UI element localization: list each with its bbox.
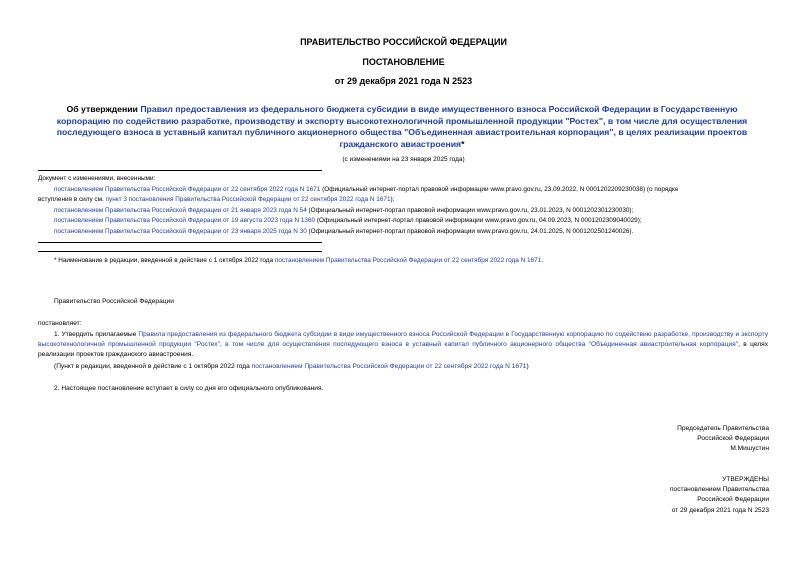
approved-heading: УТВЕРЖДЕНЫ <box>722 476 769 483</box>
paragraph-1-text: , в целях реализации проектов гражданского авиастроения. <box>38 341 768 358</box>
footnote-divider <box>38 251 322 252</box>
paragraph-1 <box>38 330 768 360</box>
paragraph-1-link[interactable]: Правила предоставления из федерального бюджета субсидии в виде имущественного взноса Российской Федерации в Государственную корпорацию по содействию разработке, производству и экспорту высокотехнологичной промышленной продукции "Ростех", в том числе для осуществления последующего взноса в уставный капитал публичного акционерного общества "Объединенная авиастроительная корпорация" <box>38 331 768 348</box>
change-link[interactable]: постановлением Правительства Российской Федерации от 23 января 2025 года N 30 <box>54 227 307 235</box>
change-item <box>38 206 778 217</box>
change-text: (Официальный интернет-портал правовой информации www.pravo.gov.ru, 24.01.2025, N 0001202501240026). <box>306 227 634 235</box>
approved-block <box>670 475 769 516</box>
changes-block <box>38 174 778 237</box>
paragraph-1-text: 1. Утвердить прилагаемые <box>54 331 139 338</box>
approved-date: от 29 декабря 2021 года N 2523 <box>671 506 769 514</box>
body-resolves: постановляет: <box>38 320 82 327</box>
document-date-number: от 29 декабря 2021 года N 2523 <box>334 76 473 86</box>
change-link[interactable]: постановлением Правительства Российской Федерации от 19 августа 2023 года N 1360 <box>54 217 316 224</box>
change-link[interactable]: постановлением Правительства Российской Федерации от 22 сентября 2022 года N 1671 <box>54 185 321 193</box>
change-text: вступления в силу см. <box>38 196 106 203</box>
title-footnote-mark: * <box>461 138 465 149</box>
body-government: Правительство Российской Федерации <box>54 298 174 305</box>
paragraph-1-note <box>54 362 529 372</box>
change-text: (Официальный интернет-портал правовой информации www.pravo.gov.ru, 23.09.2022, N 0001202209230038) (о порядке <box>320 185 679 193</box>
footnote-link[interactable]: постановлением Правительства Российской Федерации от 22 сентября 2022 года N 1671 <box>274 257 542 264</box>
title-link[interactable]: Правил предоставления из федерального бюджета субсидии в виде имущественного взноса Российской Федерации в Государственную корпорацию по содействию разработке, производству и экспорту высокотехнологичной промышленной продукции "Ростех", в том числе для осуществления последующего взноса в уставный капитал публичного акционерного общества "Объединенная авиастроительная корпорация", в целях реализации проектов гражданского авиастроения <box>56 104 748 149</box>
divider-top <box>38 170 322 171</box>
change-text: (Официальный интернет-портал правовой информации www.pravo.gov.ru, 23.01.2023, N 0001202301230030); <box>306 206 634 214</box>
paragraph-1-note-link[interactable]: постановлением Правительства Российской Федерации от 22 сентября 2022 года N 1671 <box>251 363 527 370</box>
change-text: (Официальный интернет-портал правовой информации www.pravo.gov.ru, 04.09.2023, N 0001202309040029); <box>315 217 642 224</box>
document-type: ПОСТАНОВЛЕНИЕ <box>362 57 445 67</box>
signature-position: Председатель Правительства <box>677 425 769 432</box>
footnote <box>54 256 543 267</box>
approved-org: Российской Федерации <box>697 496 769 504</box>
change-item <box>38 227 778 238</box>
paragraph-1-note-text: ) <box>526 363 529 370</box>
change-item <box>38 216 778 227</box>
change-item-continuation <box>38 195 778 206</box>
change-item <box>38 185 778 196</box>
signature-name: М.Мишустин <box>730 445 769 453</box>
document-title <box>52 104 752 150</box>
change-link[interactable]: пункт 3 постановления Правительства Российской Федерации от 22 сентября 2022 года N 1671 <box>105 196 391 203</box>
paragraph-2: 2. Настоящее постановление вступает в силу со дня его официального опубликования. <box>54 385 324 392</box>
signature-block <box>677 424 769 455</box>
changes-heading: Документ с изменениями, внесенными: <box>38 175 156 182</box>
footnote-text: . <box>541 257 543 264</box>
approved-by: постановлением Правительства <box>669 486 769 494</box>
footnote-text: * Наименование в редакции, введенной в действие с 1 октября 2022 года <box>54 257 275 264</box>
paragraph-1-note-text: (Пункт в редакции, введенной в действие с 1 октября 2022 года <box>54 363 252 370</box>
revision-note: (с изменениями на 23 января 2025 года) <box>342 156 465 163</box>
signature-org: Российской Федерации <box>697 435 769 443</box>
change-link[interactable]: постановлением Правительства Российской Федерации от 21 января 2023 года N 54 <box>54 206 307 214</box>
government-heading: ПРАВИТЕЛЬСТВО РОССИЙСКОЙ ФЕДЕРАЦИИ <box>300 37 507 47</box>
change-text: ); <box>390 196 395 203</box>
title-prefix: Об утверждении <box>66 104 141 114</box>
divider-bottom <box>38 242 322 243</box>
